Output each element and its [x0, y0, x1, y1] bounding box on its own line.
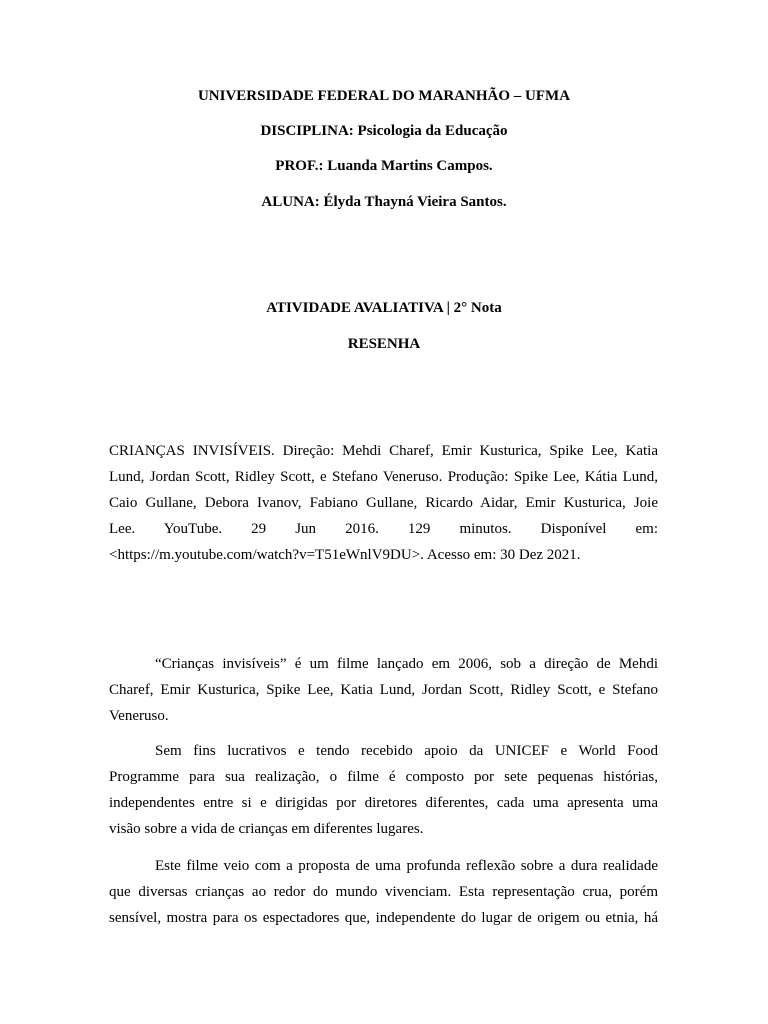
paragraph-1 — [109, 651, 658, 729]
bibliographic-reference — [109, 438, 658, 568]
activity-title: ATIVIDADE AVALIATIVA | 2° Nota — [266, 300, 502, 316]
paragraph-line: Este filme veio com a proposta de uma profunda reflexão sobre a dura realidade — [155, 858, 658, 874]
discipline-heading: DISCIPLINA: Psicologia da Educação — [260, 123, 508, 139]
reference-line: Caio Gullane, Debora Ivanov, Fabiano Gullane, Ricardo Aidar, Emir Kusturica, Joie — [109, 495, 658, 511]
paragraph-line: Veneruso. — [109, 708, 169, 724]
university-heading: UNIVERSIDADE FEDERAL DO MARANHÃO – UFMA — [197, 88, 571, 104]
paragraph-line: Charef, Emir Kusturica, Spike Lee, Katia Lund, Jordan Scott, Ridley Scott, e Stefano — [109, 682, 658, 698]
paragraph-line: sensível, mostra para os espectadores que, independente do lugar de origem ou etnia, há — [109, 910, 658, 926]
paragraph-line: Sem fins lucrativos e tendo recebido apoio da UNICEF e World Food — [155, 743, 658, 759]
paragraph-line: “Crianças invisíveis” é um filme lançado em 2006, sob a direção de Mehdi — [155, 656, 658, 672]
paragraph-2 — [109, 738, 658, 842]
paragraph-line: que diversas crianças ao redor do mundo vivenciam. Esta representação crua, porém — [109, 884, 658, 900]
paragraph-line: visão sobre a vida de crianças em diferentes lugares. — [109, 821, 424, 837]
reference-line: CRIANÇAS INVISÍVEIS. Direção: Mehdi Charef, Emir Kusturica, Spike Lee, Katia — [109, 443, 658, 459]
student-heading: ALUNA: Élyda Thayná Vieira Santos. — [261, 194, 507, 210]
professor-heading: PROF.: Luanda Martins Campos. — [275, 158, 493, 174]
reference-line: <https://m.youtube.com/watch?v=T51eWnlV9DU>. Acesso em: 30 Dez 2021. — [109, 547, 581, 563]
paragraph-line: independentes entre si e dirigidas por diretores diferentes, cada uma apresenta uma — [109, 795, 658, 811]
paragraph-3 — [109, 853, 658, 931]
reference-line: Lee. YouTube. 29 Jun 2016. 129 minutos. Disponível em: — [109, 521, 658, 537]
paragraph-line: Programme para sua realização, o filme é composto por sete pequenas histórias, — [109, 769, 658, 785]
document-type-title: RESENHA — [347, 336, 421, 352]
reference-line: Lund, Jordan Scott, Ridley Scott, e Stefano Veneruso. Produção: Spike Lee, Kátia Lund, — [109, 469, 658, 485]
